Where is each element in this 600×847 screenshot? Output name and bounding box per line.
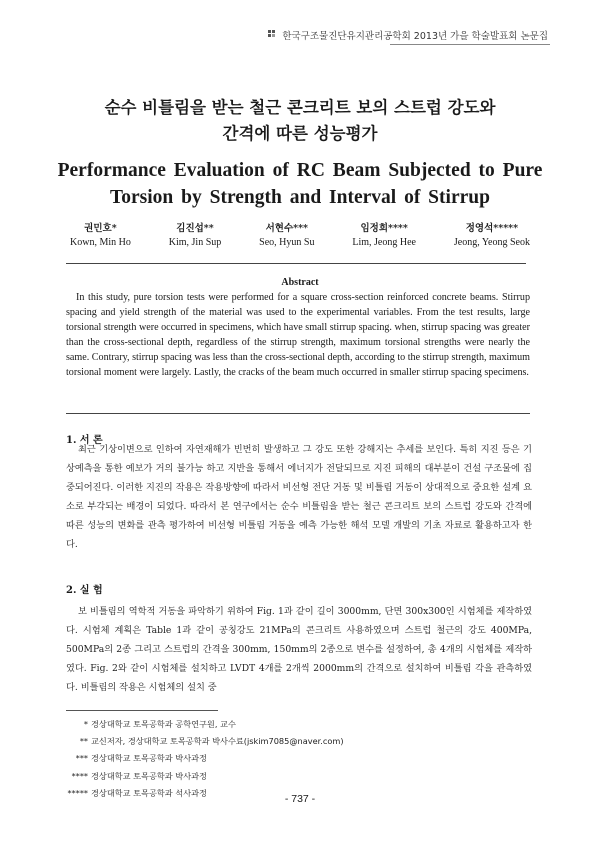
author-divider: [66, 263, 526, 264]
author-name-kr: 김진섭**: [176, 223, 214, 234]
footnote-divider: [66, 710, 218, 711]
author-name-en: Seo, Hyun Su: [259, 237, 315, 248]
footnote-text: 교신저자, 경상대학교 토목공학과 박사수료(jskim7085@naver.com): [91, 736, 344, 747]
author-name-kr: 정영석*****: [465, 223, 519, 234]
footnote: [66, 716, 536, 733]
running-title: 한국구조물진단유지관리공학회 2013년 가을 학술발표회 논문집: [282, 31, 548, 42]
footnote-mark: **: [79, 736, 88, 747]
author-list: [70, 222, 530, 250]
abstract-divider: [66, 413, 530, 414]
section-heading-introduction: 1. 서 론: [66, 435, 103, 446]
english-title-line: Torsion by Strength and Interval of Stirrup: [110, 187, 490, 208]
footnote: [66, 733, 536, 750]
author-name-kr: 권민호*: [84, 223, 117, 234]
abstract-heading: Abstract: [281, 277, 319, 288]
footnote-text: 경상대학교 토목공학과 박사과정: [91, 770, 207, 781]
footnote-mark: ***: [75, 753, 88, 764]
footnote-text: 경상대학교 토목공학과 석사과정: [91, 787, 207, 798]
author-name-en: Kim, Jin Sup: [168, 237, 222, 248]
running-header: [268, 28, 548, 42]
author: [70, 222, 131, 250]
footnote: [66, 750, 536, 767]
author: [259, 222, 314, 250]
abstract-text: In this study, pure torsion tests were performed for a square cross-section reinforced concrete beams. Stirrup spacing and yield strength of the material was used to the experimental variables. From the test results, large torsional strength were occurred in specimens, which have small stirrup spacing. when, stirrup spacing was greater than the cross-sectional depth, regardless of the stirrup strength, maximum torsional strengths were nearly the same. Contrary, stirrup spacing was less than the cross-sectional depth, according to the stirrup strength, maximum torsional moment were largely. Lastly, the cracks of the beam much occurred in smaller stirrup spacing specimens.: [66, 292, 530, 378]
korean-title-line: 간격에 따른 성능평가: [222, 124, 378, 143]
author: [169, 222, 222, 250]
korean-title-line: 순수 비틀림을 받는 철근 콘크리트 보의 스트럽 강도와: [104, 98, 496, 117]
footnotes: [66, 716, 536, 802]
author-name-kr: 서현수***: [265, 223, 309, 234]
footnote-mark: *****: [67, 787, 88, 798]
author: [352, 222, 416, 250]
english-title: [0, 157, 600, 211]
section-text-experiment: 보 비틀림의 역학적 거동을 파악하기 위하여 Fig. 1과 같이 길이 3000mm, 단면 300x300인 시험체를 제작하였다. 시험체 계획은 Table 1과 같이 공칭강도 21MPa의 콘크리트 사용하였으며 스트럽 철근의 강도 400MPa, 500MPa의 2종 그리고 스트럽의 간격을 300mm, 150mm의 2종으로 변수를 설정하여, 총 4개의 시험체를 제작하였다. Fig. 2와 같이 시험체를 설치하고 LVDT 4개를 2개씩 2000mm의 간격으로 설치하여 비틀림 각을 관측하였다. 비틀림의 작용은 시험체의 설치 중: [66, 606, 532, 693]
english-title-line: Performance Evaluation of RC Beam Subjected to Pure: [57, 160, 543, 181]
section-text-introduction: 최근 기상이변으로 인하여 자연재해가 빈번히 발생하고 그 강도 또한 강해지는 추세를 보인다. 특히 지진 등은 기상예측을 통한 예보가 거의 불가능 하고 지반을 통해서 에너지가 전달되므로 지진 피해의 대부분이 건설 구조물에 집중되어진다. 이러한 지진의 작용은 작용방향에 따라서 비선형 전단 거동 및 비틀림 거동이 상대적으로 중요한 설계 요소로 부각되는 배경이 되었다. 따라서 본 연구에서는 순수 비틀림을 받는 철근 콘크리트 보의 스트럽 강도와 간격에 따른 성능의 변화를 관측 평가하여 비선형 비틀림 거동을 예측 가능한 해석 모델 개발의 기초 자료로 활용하고자 한다.: [66, 444, 532, 550]
footnote-text: 경상대학교 토목공학과 박사과정: [91, 753, 207, 764]
footnote-mark: ****: [71, 770, 88, 781]
page-number: - 737 -: [284, 793, 316, 805]
header-rule: [390, 44, 550, 45]
author-name-en: Lim, Jeong Hee: [352, 237, 416, 248]
author-name-en: Kown, Min Ho: [70, 237, 131, 248]
korean-title: [0, 95, 600, 147]
header-dots-icon: [268, 30, 278, 40]
author: [454, 222, 530, 250]
footnote: [66, 768, 536, 785]
author-name-en: Jeong, Yeong Seok: [453, 237, 530, 248]
section-heading-experiment: 2. 실 험: [66, 585, 103, 596]
footnote-mark: *: [83, 719, 88, 729]
footnote-text: 경상대학교 토목공학과 공학연구원, 교수: [91, 719, 236, 729]
author-name-kr: 임정희****: [360, 223, 408, 234]
